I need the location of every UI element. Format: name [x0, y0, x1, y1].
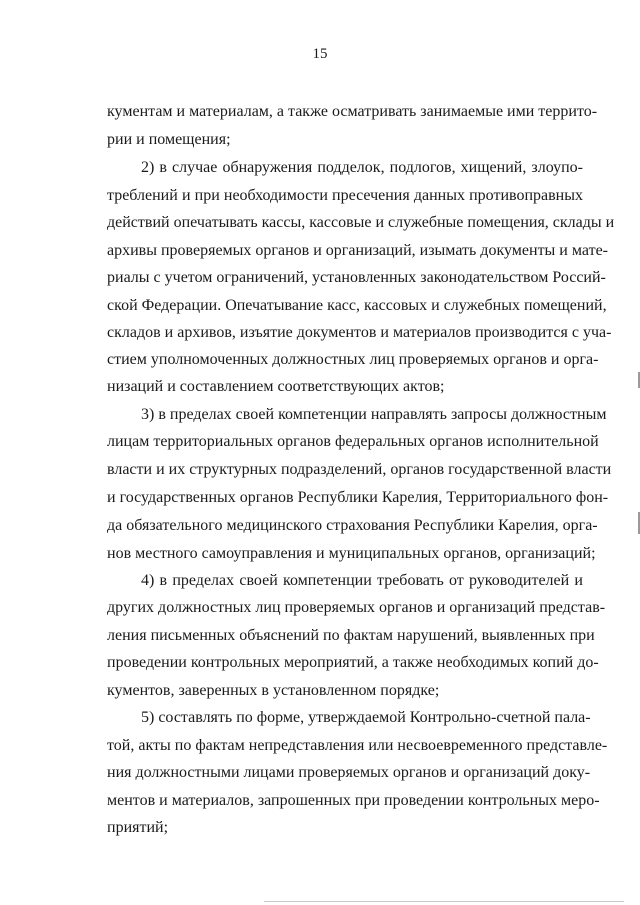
text-line: кументов, заверенных в установленном порядке;	[107, 682, 440, 699]
text-line: кументам и материалам, а также осматривать занимаемые ими террито-	[107, 103, 598, 120]
text-line: той, акты по фактам непредставления или несвоевременного представле-	[107, 737, 608, 754]
text-line: рии и помещения;	[107, 131, 231, 148]
paragraph-first-line: 2) в случае обнаружения подделок, подлогов, хищений, злоупо-	[141, 159, 583, 176]
text-line: ментов и материалов, запрошенных при проведении контрольных меро-	[107, 792, 600, 809]
paragraph-first-line: 3) в пределах своей компетенции направлять запросы должностным	[141, 406, 607, 423]
text-line: ления письменных объяснений по фактам нарушений, выявленных при	[107, 627, 595, 644]
text-line: лицам территориальных органов федеральных органов исполнительной	[107, 433, 599, 450]
text-line: приятий;	[107, 819, 169, 836]
text-line: да обязательного медицинского страхования Республики Карелия, орга-	[107, 517, 598, 534]
text-line: и государственных органов Республики Карелия, Территориального фон-	[107, 489, 609, 506]
text-line: действий опечатывать кассы, кассовые и служебные помещения, склады и	[107, 214, 615, 231]
text-line: других должностных лиц проверяемых органов и организаций представ-	[107, 599, 606, 616]
text-line: архивы проверяемых органов и организаций, изымать документы и мате-	[107, 242, 608, 259]
page-number: 15	[312, 46, 328, 62]
scan-bottom-mark	[264, 901, 624, 902]
text-line: проведении контрольных мероприятий, а также необходимых копий до-	[107, 654, 599, 671]
text-line: ния должностными лицами проверяемых органов и организаций доку-	[107, 764, 591, 781]
text-line: власти и их структурных подразделений, органов государственной власти	[107, 461, 612, 478]
paragraph-first-line: 4) в пределах своей компетенции требовать от руководителей и	[141, 572, 583, 589]
paragraph-first-line: 5) составлять по форме, утверждаемой Контрольно-счетной пала-	[141, 709, 591, 726]
text-line: нов местного самоуправления и муниципальных органов, организаций;	[107, 545, 596, 562]
text-line: треблений и при необходимости пресечения данных противоправных	[107, 187, 583, 204]
text-line: стием уполномоченных должностных лиц проверяемых органов и орга-	[107, 351, 599, 368]
text-line: низаций и составлением соответствующих актов;	[107, 378, 445, 395]
text-line: складов и архивов, изъятие документов и материалов производится с уча-	[107, 324, 612, 341]
text-line: ской Федерации. Опечатывание касс, кассовых и служебных помещений,	[107, 297, 607, 314]
text-line: риалы с учетом ограничений, установленных законодательством Россий-	[107, 269, 606, 286]
